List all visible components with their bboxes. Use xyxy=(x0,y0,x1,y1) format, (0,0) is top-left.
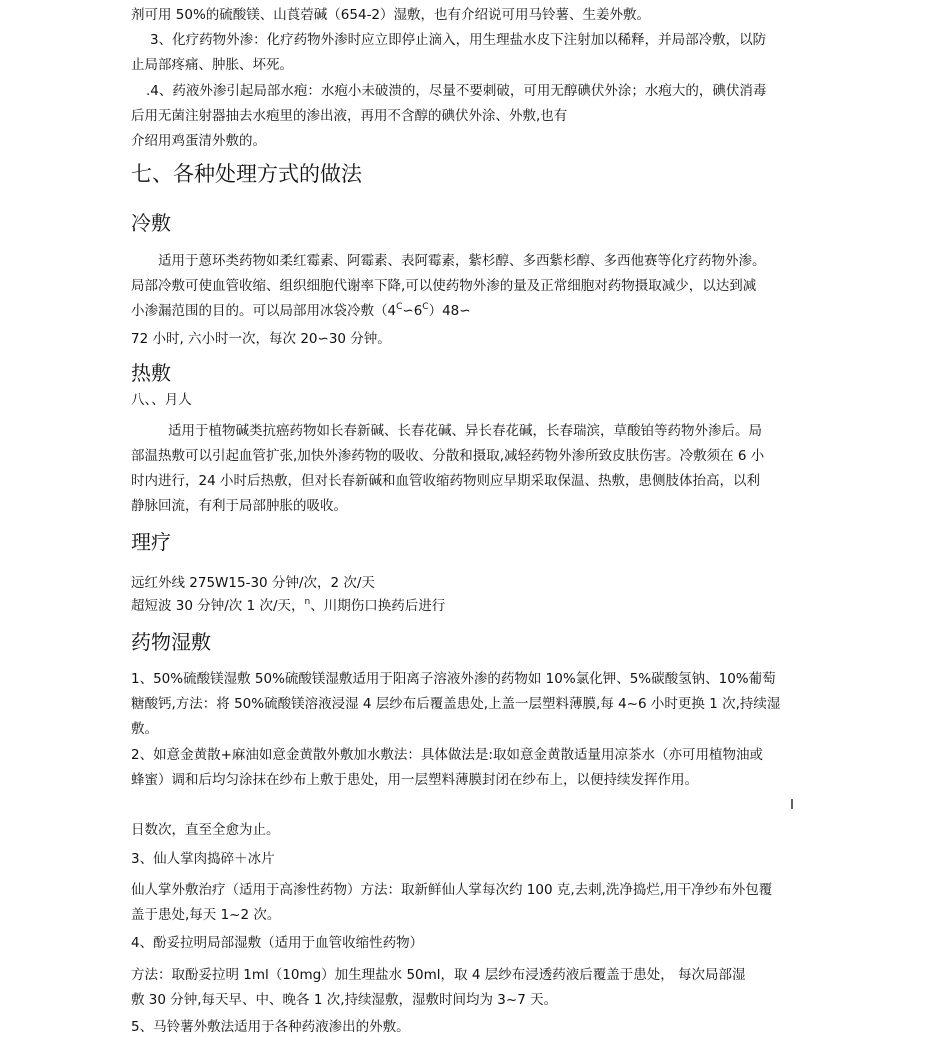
text-line: 2、如意金黄散+麻油如意金黄散外敷加水敷法：具体做法是:取如意金黄散适量用凉茶水（亦可用植物油或 xyxy=(131,747,763,763)
text-line: 时内进行，24 小时后热敷，但对长春新碱和血管收缩药物则应早期采取保温、热敷，患侧肢体抬高，以利 xyxy=(131,473,760,489)
text-line: 远红外线 275W15-30 分钟/次，2 次/天 xyxy=(131,575,375,591)
text-line: 蜂蜜）调和后均匀涂抹在纱布上敷于患处，用一层塑料薄膜封闭在纱布上，以便持续发挥作用。 xyxy=(131,772,698,788)
text-line-temperature xyxy=(131,302,471,320)
list-item-title: 4、酚妥拉明局部湿敷（适用于血管收缩性药物） xyxy=(131,935,424,951)
text-line: 介绍用鸡蛋清外敷的。 xyxy=(131,133,266,149)
stray-mark: I xyxy=(790,797,794,813)
section-title-seven: 七、各种处理方式的做法 xyxy=(131,162,362,186)
text-line: 后用无菌注射器抽去水疱里的渗出液，再用不含醇的碘伏外涂、外敷,也有 xyxy=(131,108,568,124)
text-line: 仙人掌外敷治疗（适用于高渗性药物）方法：取新鲜仙人掌每次约 100 克,去刺,洗净捣烂,用干净纱布外包覆 xyxy=(131,882,773,898)
text-fragment: 超短波 30 分钟/次 1 次/天， xyxy=(131,598,305,614)
list-item-title: 3、仙人掌肉捣碎＋冰片 xyxy=(131,851,275,867)
text-fragment: ）48∽ xyxy=(428,303,471,319)
text-line-shortwave xyxy=(131,597,445,615)
text-line: 糖酸钙,方法：将 50%硫酸镁溶液浸湿 4 层纱布后覆盖患处,上盖一层塑料薄膜,每 4~6 小时更换 1 次,持续湿 xyxy=(131,696,781,712)
text-fragment: 小渗漏范围的目的。可以局部用冰袋冷敷（4 xyxy=(131,303,397,319)
text-line: 静脉回流，有利于局部肿胀的吸收。 xyxy=(131,498,347,514)
superscript-c: C xyxy=(396,302,403,312)
wet-compress-heading: 药物湿敷 xyxy=(131,630,211,654)
text-line: 适用于植物碱类抗癌药物如长春新碱、长春花碱、异长春花碱，长春瑞滨，草酸铂等药物外渗后。局 xyxy=(168,423,762,439)
text-line: 局部冷敷可使血管收缩、组织细胞代谢率下降,可以使药物外渗的量及正常细胞对药物摄取减少，以达到减 xyxy=(131,278,757,294)
text-line: 部温热敷可以引起血管扩张,加快外渗药物的吸收、分散和摄取,减轻药物外渗所致皮肤伤害。冷敷须在 6 小 xyxy=(131,448,765,464)
hot-compress-heading: 热敷 xyxy=(131,361,171,385)
list-item-title: 5、马铃薯外敷法适用于各种药液渗出的外敷。 xyxy=(131,1019,410,1035)
text-line: 72 小时, 六小时一次，每次 20∽30 分钟。 xyxy=(131,331,391,347)
text-line: .4、药液外渗引起局部水疱：水疱小未破溃的，尽量不要刺破，可用无醇碘伏外涂；水疱大的，碘伏消毒 xyxy=(146,83,767,99)
text-line: 止局部疼痛、肿胀、坏死。 xyxy=(131,57,293,73)
text-line: 3、化疗药物外渗：化疗药物外渗时应立即停止滴入，用生理盐水皮下注射加以稀释，并局部冷敷，以防 xyxy=(150,32,767,48)
stray-text-line: 八、、月人 xyxy=(131,392,192,408)
text-line: 适用于蒽环类药物如柔红霉素、阿霉素、表阿霉素，紫杉醇、多西紫杉醇、多西他赛等化疗药物外渗。 xyxy=(158,253,766,269)
text-line: 1、50%硫酸镁湿敷 50%硫酸镁湿敷适用于阳离子溶液外渗的药物如 10%氯化钾、5%碳酸氢钠、10%葡萄 xyxy=(131,671,776,687)
text-line: 盖于患处,每天 1~2 次。 xyxy=(131,907,281,923)
text-line: 敷。 xyxy=(131,721,158,737)
text-line: 日数次，直至全愈为止。 xyxy=(131,822,280,838)
text-line: 敷 30 分钟,每天早、中、晚各 1 次,持续湿敷，湿敷时间均为 3~7 天。 xyxy=(131,992,558,1008)
text-fragment: 、川期伤口换药后进行 xyxy=(310,598,446,614)
physiotherapy-heading: 理疗 xyxy=(131,530,171,554)
text-fragment: ∽6 xyxy=(402,303,423,319)
cold-compress-heading: 冷敷 xyxy=(131,211,171,235)
superscript-n: n xyxy=(304,597,311,607)
text-line: 剂可用 50%的硫酸镁、山莨菪碱（654-2）湿敷，也有介绍说可用马铃薯、生姜外敷。 xyxy=(131,7,651,23)
superscript-c: C xyxy=(422,302,429,312)
text-line: 方法：取酚妥拉明 1ml（10mg）加生理盐水 50ml，取 4 层纱布浸透药液后覆盖于患处， 每次局部湿 xyxy=(131,967,746,983)
